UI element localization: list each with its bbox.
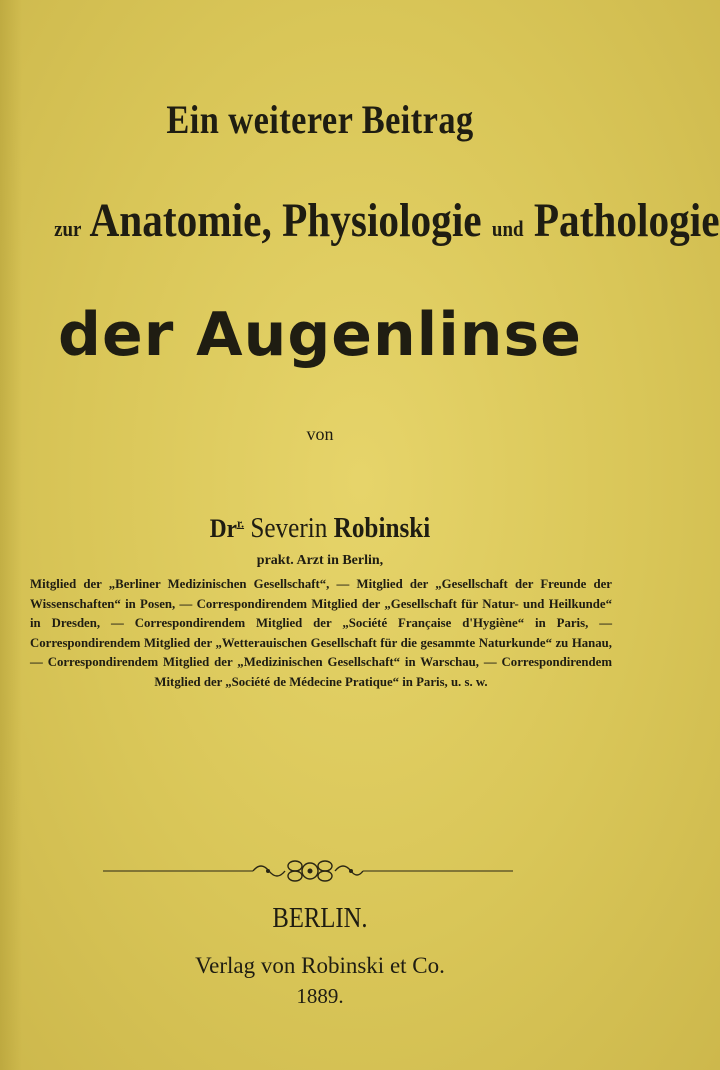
author-memberships: Mitglied der „Berliner Medizinischen Gesellschaft“, — Mitglied der „Gesellschaft der Freunde der Wissenschaften“ in Posen, — Correspondirendem Mitglied der „Gesellschaft für Natur- und Heilkunde“ in Dresden, — Correspondirendem Mitglied der „Société Française d'Hygiène“ in Paris, — Correspondirendem Mitglied der „Wetterauischen Gesellschaft für die gesammte Naturkunde“ zu Hanau, — Correspondirendem Mitglied der „Medizinischen Gesellschaft“ in Warschau, — Correspondirendem Mitglied der „Société de Médecine Pratique“ in Paris, u. s. w. [30,577,612,689]
title-part-1: Anatomie, Physiologie [89,194,482,247]
page-spine-shadow [0,0,22,1070]
author-name [32,513,608,545]
by-label: von [306,424,334,444]
author-last-name: Robinski [333,513,431,544]
title-line-1: Ein weiterer Beitrag [166,97,474,142]
title-part-2: Pathologie [533,194,720,247]
author-role: prakt. Arzt in Berlin, [256,553,384,568]
title-line-3: der Augenlinse [58,300,582,370]
author-honorific: $Dr^{r.}$ [209,514,245,543]
place: BERLIN. [272,903,368,934]
title-line-2 [54,193,720,248]
title-prefix: zur [54,216,82,241]
publisher: Verlag von Robinski et Co. [195,953,445,978]
ornamental-rule [103,856,513,886]
title-connector: und [491,216,524,241]
year: 1889. [296,984,344,1008]
author-first-name: Severin [250,513,328,544]
